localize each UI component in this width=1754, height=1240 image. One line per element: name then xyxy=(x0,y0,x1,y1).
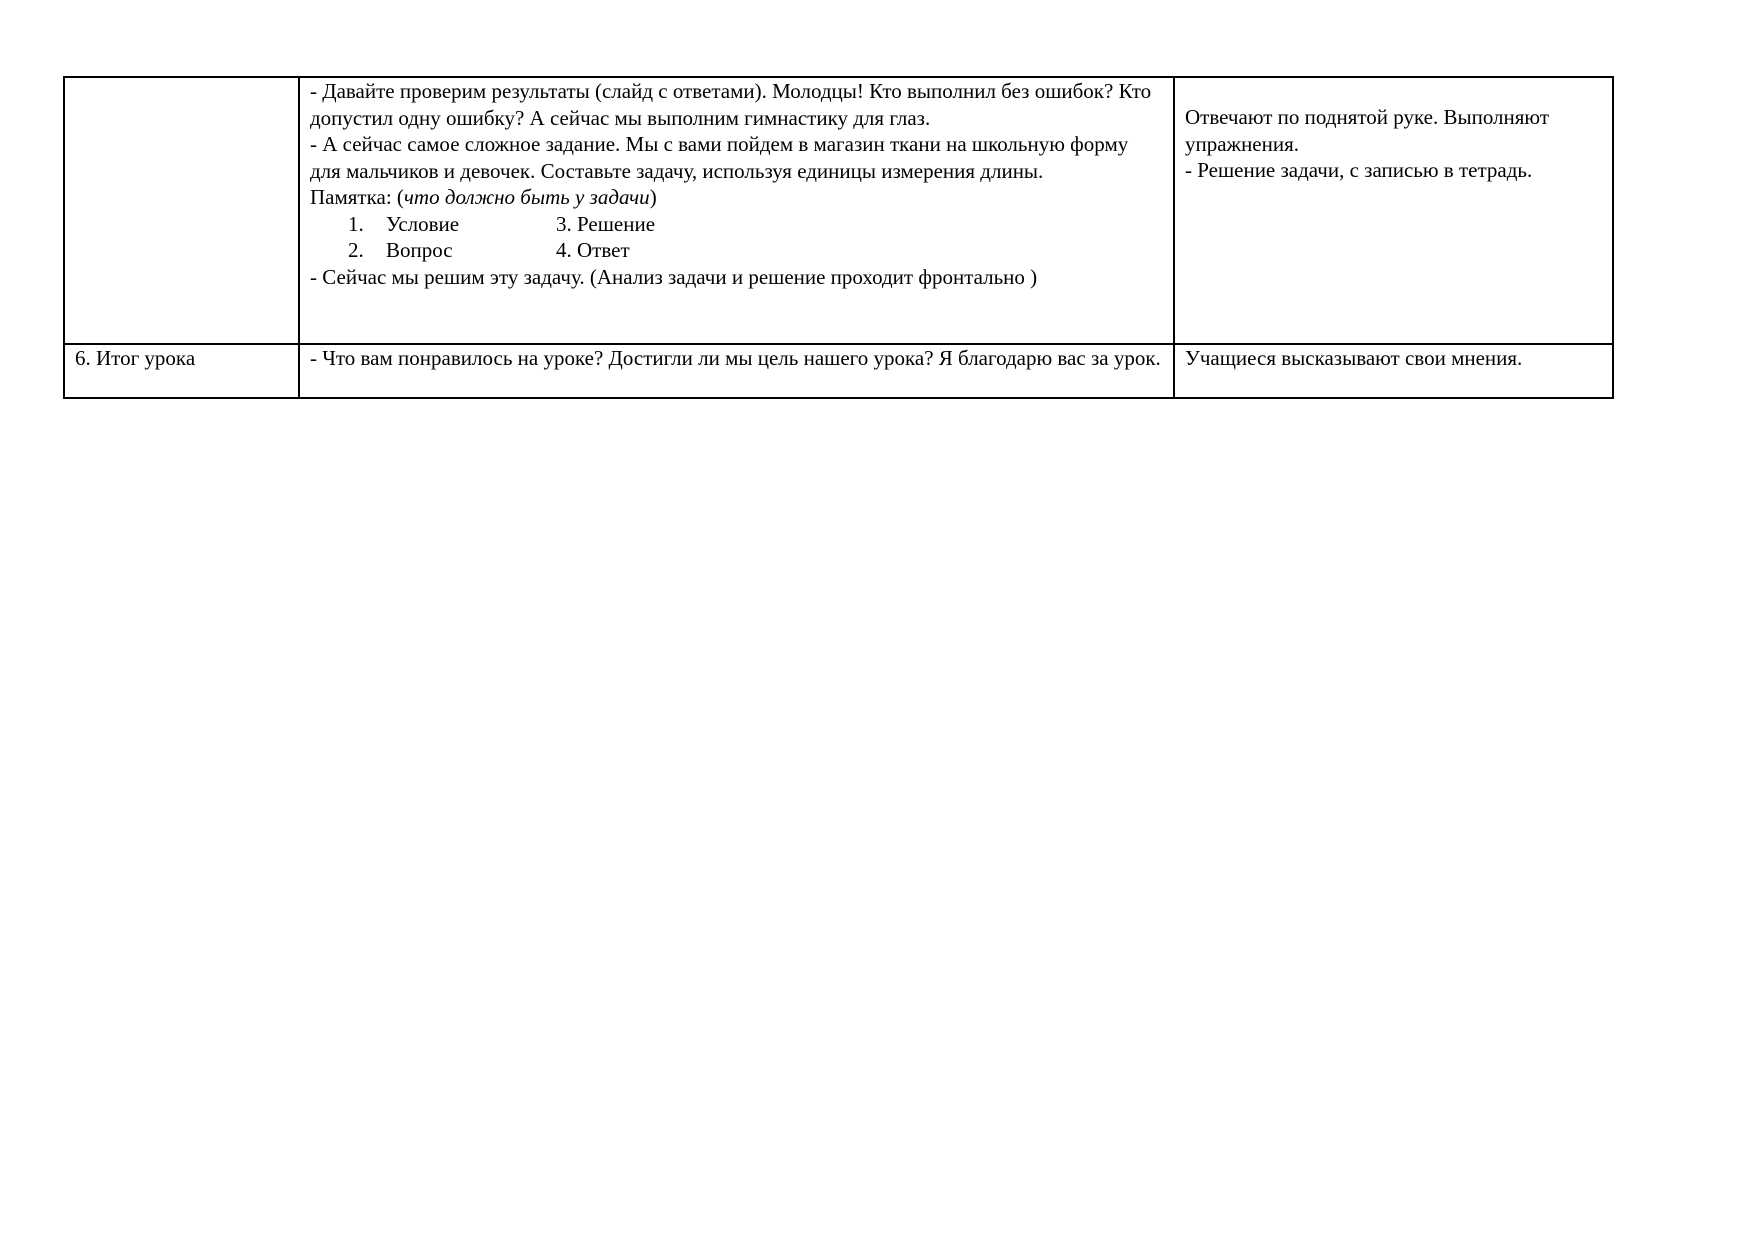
memo-label: Памятка: ( xyxy=(310,185,404,209)
teacher-paragraph: - Сейчас мы решим эту задачу. (Анализ задачи и решение проходит фронтально ) xyxy=(310,264,1038,289)
table-row xyxy=(64,77,1613,344)
stage-label: 6. Итог урока xyxy=(75,346,196,370)
list-text: 4. Ответ xyxy=(556,238,630,262)
teacher-activity-cell xyxy=(299,77,1174,344)
student-activity-cell xyxy=(1174,77,1613,344)
teacher-paragraph: - Давайте проверим результаты (слайд с ответами). Молодцы! Кто выполнил без ошибок? Кто допустил одну ошибку? А сейчас мы выполним гимнастику для глаз. xyxy=(310,79,1152,130)
list-text: Условие xyxy=(386,211,460,236)
list-item xyxy=(348,211,1163,238)
student-activity-cell xyxy=(1174,344,1613,398)
list-number: 2. xyxy=(348,238,364,262)
student-paragraph: Отвечают по поднятой руке. Выполняют упражнения. xyxy=(1185,105,1550,156)
memo-list xyxy=(310,211,1163,264)
memo-italic: что должно быть у задачи xyxy=(403,185,650,209)
teacher-activity-cell xyxy=(299,344,1174,398)
student-paragraph: - Решение задачи, с записью в тетрадь. xyxy=(1185,158,1533,182)
stage-cell xyxy=(64,344,299,398)
list-number: 1. xyxy=(348,211,364,236)
list-text: Вопрос xyxy=(386,238,453,262)
memo-heading xyxy=(310,184,1163,211)
student-paragraph: Учащиеся высказывают свои мнения. xyxy=(1185,346,1523,370)
table-row xyxy=(64,344,1613,398)
stage-cell xyxy=(64,77,299,344)
memo-close: ) xyxy=(649,185,657,209)
list-item xyxy=(348,237,1163,264)
list-text: 3. Решение xyxy=(556,211,656,236)
lesson-plan-table xyxy=(63,76,1614,399)
teacher-paragraph: - А сейчас самое сложное задание. Мы с вами пойдем в магазин ткани на школьную форму для мальчиков и девочек. Составьте задачу, используя единицы измерения длины. xyxy=(310,132,1129,183)
teacher-paragraph: - Что вам понравилось на уроке? Достигли ли мы цель нашего урока? Я благодарю вас за урок. xyxy=(310,346,1161,370)
